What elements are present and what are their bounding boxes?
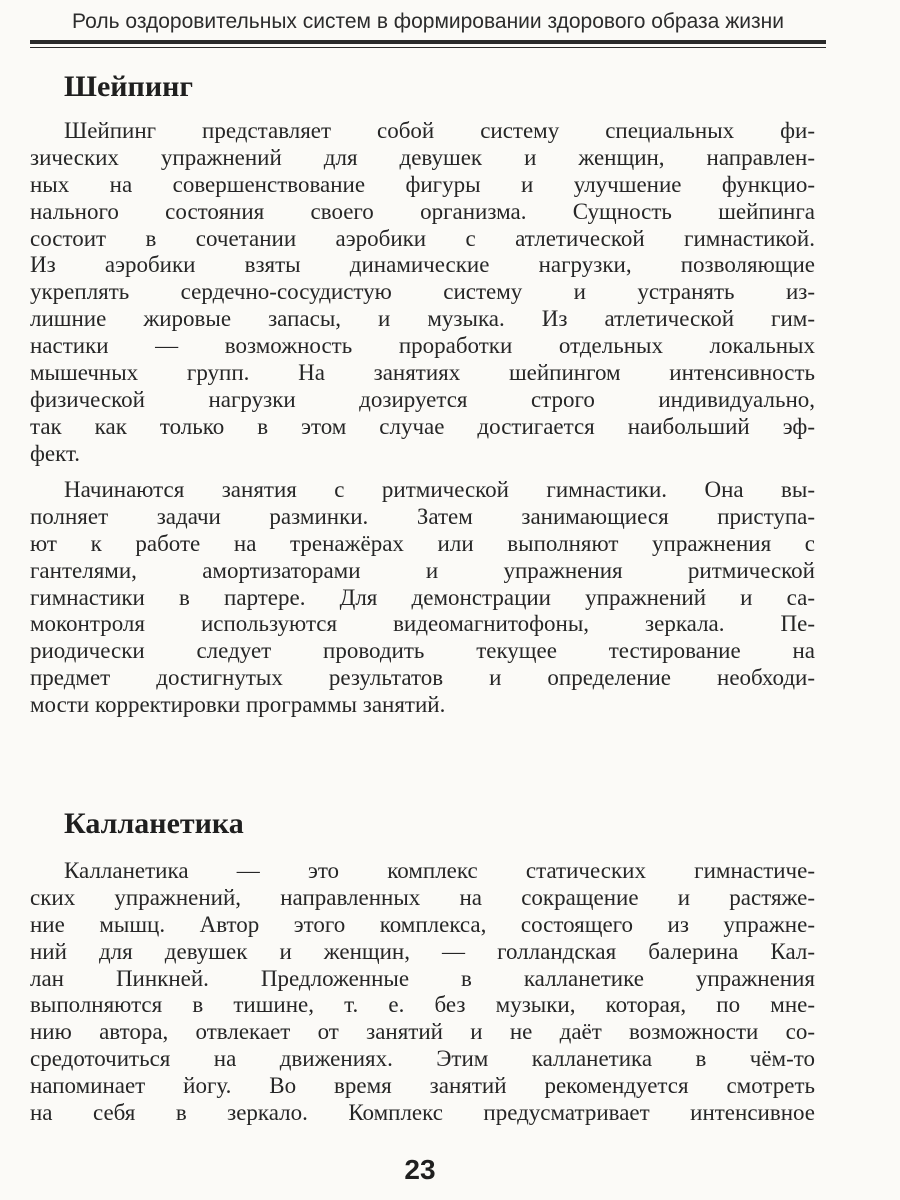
text-line: физической нагрузки дозируется строго индивидуально,	[30, 386, 815, 412]
header-rule	[30, 40, 826, 44]
text-line: Начинаются занятия с ритмической гимнастики. Она вы-	[64, 477, 815, 502]
text-line: зических упражнений для девушек и женщин, направлен-	[30, 144, 815, 170]
text-line: напоминает йогу. Во время занятий рекомендуется смотреть	[30, 1073, 815, 1099]
text-line: ний для девушек и женщин, — голландская балерина Кал-	[30, 938, 815, 964]
text-line: риодически следует проводить текущее тестирование на	[30, 638, 815, 664]
text-line: лан Пинкней. Предложенные в калланетике упражнения	[30, 965, 815, 991]
text-line: гантелями, амортизаторами и упражнения ритмической	[30, 557, 815, 583]
section-heading-shaping: Шейпинг	[64, 70, 194, 103]
section-heading-callanetics: Калланетика	[64, 807, 244, 840]
header-rule-thin	[30, 47, 826, 48]
text-line: средоточиться на движениях. Этим калланетика в чём-то	[30, 1046, 815, 1072]
running-header	[30, 8, 826, 52]
text-line: так как только в этом случае достигается наибольший эф-	[30, 413, 815, 439]
text-line: ских упражнений, направленных на сокращение и растяже-	[30, 884, 815, 910]
text-line: лишние жировые запасы, и музыка. Из атлетической гим-	[30, 306, 815, 332]
text-line: мышечных групп. На занятиях шейпингом интенсивность	[30, 360, 815, 386]
text-line: ние мышц. Автор этого комплекса, состоящего из упражне-	[30, 911, 815, 937]
text-line: полняет задачи разминки. Затем занимающиеся приступа-	[30, 503, 815, 529]
text-line: состоит в сочетании аэробики с атлетической гимнастикой.	[30, 225, 815, 251]
running-header-title: Роль оздоровительных систем в формировании здорового образа жизни	[72, 10, 784, 33]
paragraph-callanetics-1	[30, 858, 815, 1127]
paragraph-shaping-1	[30, 118, 815, 468]
text-line: гимнастики в партере. Для демонстрации упражнений и са-	[30, 584, 815, 610]
text-line: настики — возможность проработки отдельных локальных	[30, 333, 815, 359]
text-line: Из аэробики взяты динамические нагрузки, позволяющие	[30, 252, 815, 278]
text-line: выполняются в тишине, т. е. без музыки, которая, по мне-	[30, 992, 815, 1018]
text-line: укреплять сердечно-сосудистую систему и устранять из-	[30, 279, 815, 305]
text-line: ют к работе на тренажёрах или выполняют упражнения с	[30, 530, 815, 556]
text-line: предмет достигнутых результатов и определение необходи-	[30, 665, 815, 691]
text-line: моконтроля используются видеомагнитофоны, зеркала. Пе-	[30, 611, 815, 637]
text-line: мости корректировки программы занятий.	[30, 692, 446, 718]
text-line: нию автора, отвлекает от занятий и не даёт возможности со-	[30, 1019, 815, 1045]
text-line: Калланетика — это комплекс статических гимнастиче-	[64, 858, 815, 883]
paragraph-shaping-2	[30, 477, 815, 719]
page-number: 23	[404, 1154, 436, 1185]
text-line: ных на совершенствование фигуры и улучшение функцио-	[30, 171, 815, 197]
text-line: на себя в зеркало. Комплекс предусматривает интенсивное	[30, 1100, 815, 1126]
text-line: нального состояния своего организма. Сущность шейпинга	[30, 198, 815, 224]
text-line: Шейпинг представляет собой систему специальных фи-	[64, 118, 815, 143]
text-line: фект.	[30, 440, 81, 466]
